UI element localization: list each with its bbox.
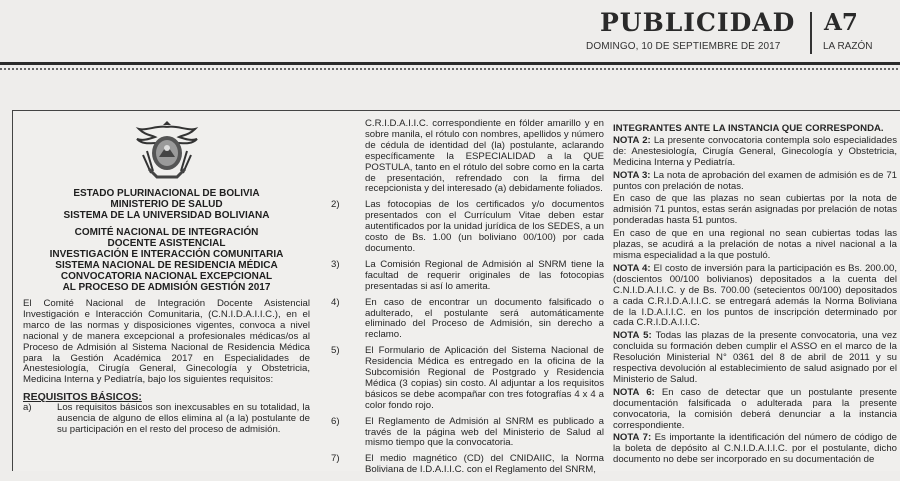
item-number: a) <box>23 402 32 414</box>
requirements-heading: REQUISITOS BÁSICOS: <box>23 391 142 404</box>
note-label: NOTA 5: <box>613 330 652 342</box>
note-text: La nota de aprobación del examen de admisión es de 71 puntos con prelación de notas. <box>613 169 897 192</box>
column-3 <box>613 124 897 468</box>
note-paragraph <box>613 331 897 386</box>
heading-line: CONVOCATORIA NACIONAL EXCEPCIONAL <box>60 271 273 282</box>
page-number: A7 <box>824 9 858 36</box>
item-text: El Reglamento de Admisión al SNRM es publicado a través de la página web del Ministerio de Salud al mismo tiempo que la convocatoria. <box>365 415 604 449</box>
note-paragraph <box>613 194 897 227</box>
note-paragraph <box>613 229 897 262</box>
column-heading: INTEGRANTES ANTE LA INSTANCIA QUE CORRESPONDA. <box>613 123 884 134</box>
list-item <box>23 403 310 436</box>
list-item <box>331 346 604 411</box>
issue-date: DOMINGO, 10 DE SEPTIEMBRE DE 2017 <box>586 41 781 52</box>
note-paragraph <box>613 388 897 432</box>
note-label: NOTA 7: <box>613 432 652 444</box>
item-number: 7) <box>331 453 340 465</box>
note-paragraph <box>613 171 897 193</box>
heading-line: MINISTERIO DE SALUD <box>110 199 223 210</box>
item-number: 5) <box>331 345 340 357</box>
intro-paragraph: El Comité Nacional de Integración Docente Asistencial Investigación e Interacción Comunitaria, (C.N.I.D.A.I.I.C.), en el marco de las normas y disposiciones vigentes, convoca a nivel nacional y de manera excepcional a profesionales médicas/os al Proceso de Admisión al Sistema Nacional de Residencia Médica para la Gestión Académica 2017 en Especialidades de Anestesiología, Cirugía General, Ginecología y Obstetricia, Medicina Interna y Pediatría, bajo los siguientes requisitos: <box>23 298 310 386</box>
item-text: En caso de encontrar un documento falsificado o adulterado, el postulante será automáticamente eliminado del Proceso de Admisión, sin derecho a reclamo. <box>365 296 604 341</box>
heading-line: SISTEMA DE LA UNIVERSIDAD BOLIVIANA <box>63 210 270 221</box>
heading-line: AL PROCESO DE ADMISIÓN GESTIÓN 2017 <box>62 282 271 293</box>
advertisement-box <box>12 110 900 476</box>
item-number: 6) <box>331 415 340 427</box>
note-text: En caso de detectar que un postulante presente documentación falsificada o adulterada para la presente convocatoria, la comisión deberá denunciar a la instancia correspondiente. <box>613 386 898 431</box>
item-text: Los requisitos básicos son inexcusables en su totalidad, la ausencia de alguno de ellos elimina al (a la) postulante de su participación en el resto del proceso de admisión. <box>57 402 310 435</box>
header-divider <box>810 12 812 54</box>
note-text: El costo de inversión para la participación es Bs. 200.00, (doscientos 00/100 bolivianos) depositados a la cuenta del C.N.I.D.A.I.I.C. y de Bs. 700.00 (setecientos 00/100) depositados a cada C.R.I.D.A.I.I.C. se entregará además la Norma Boliviana de la I.D.A.I.I.C. en los puntos de inscripción determinado por cada C.R.I.D.A.I.I.C. <box>613 262 897 329</box>
note-label: NOTA 3: <box>613 169 651 181</box>
section-title: PUBLICIDAD <box>600 8 796 37</box>
heading-line: COMITÉ NACIONAL DE INTEGRACIÓN <box>74 227 259 238</box>
note-paragraph <box>613 264 897 329</box>
item-number: 3) <box>331 258 340 270</box>
note-text: En caso de que en una regional no sean cubiertas todas las plazas, se acudirá a la prelación de notas a nivel nacional a la misma especialidad a la que postuló. <box>613 228 897 261</box>
list-item <box>331 454 604 476</box>
note-text: En caso de que las plazas no sean cubiertas por la nota de admisión 71 puntos, estas serán asignadas por prelación de notas ponderadas hasta 51 puntos. <box>613 193 897 227</box>
note-label: NOTA 4: <box>613 262 651 274</box>
continued-paragraph: C.R.I.D.A.I.I.C. correspondiente en fólder amarillo y en sobre manila, el rótulo con nombres, apellidos y número de cédula de identidad del (la) postulante, aclarando específicamente la ESPECIALIDAD a la QUE POSTULA, tanto en el rótulo del sobre como en la carta de presentación, refrendado con la firma del recepcionista y del interesado (a) debidamente foliados. <box>365 118 604 195</box>
item-number: 4) <box>331 296 340 308</box>
list-item <box>331 298 604 342</box>
note-label: NOTA 2: <box>613 134 651 146</box>
issuer-heading <box>23 188 310 221</box>
list-item <box>331 417 604 450</box>
column-2 <box>331 119 604 481</box>
note-paragraph <box>613 136 897 169</box>
heading-line: INVESTIGACIÓN E INTERACCIÓN COMUNITARIA <box>49 249 284 260</box>
note-text: Es importante la identificación del número de código de la boleta de depósito al C.N.I.D.A.I.I.C. por el postulante, dicho documento no debe ser incorporado en su documentación de <box>613 432 897 466</box>
note-text: La presente convocatoria contempla solo especialidades de: Anestesiología, Cirugía General, Ginecología y Obstetricia, Medicina Interna y Pediatría. <box>613 134 897 168</box>
heading-line: DOCENTE ASISTENCIAL <box>107 238 226 249</box>
heading-line: SISTEMA NACIONAL DE RESIDENCIA MÉDICA <box>55 260 278 271</box>
note-text: Todas las plazas de la presente convocatoria, una vez concluida su formación deben cumplir el ASSO en el marco de la Resolución Ministerial N° 0361 del 8 de abril de 2011 y su respectiva devolución al establecimiento de salud asignado por el Ministerio de Salud. <box>613 330 897 385</box>
convocation-heading <box>23 227 310 293</box>
item-text: El Formulario de Aplicación del Sistema Nacional de Residencia Médica es entregado en la oficina de la Subcomisión Regional de Postgrado y Residencia Médica (3 copias) sin costo. Al adjuntar a los requisitos básicos se debe acompañar con tres fotografías 4 x 4 a color fondo rojo. <box>365 345 604 411</box>
item-text: La Comisión Regional de Admisión al SNRM tiene la facultad de requerir originales de las fotocopias presentadas si así lo amerita. <box>365 258 604 292</box>
coat-of-arms-icon <box>127 121 207 181</box>
list-item <box>331 260 604 293</box>
header-dotted-rule <box>0 68 900 70</box>
column-1 <box>23 121 310 441</box>
list-item <box>331 200 604 255</box>
item-text: El medio magnético (CD) del CNIDAIIC, la Norma Boliviana de I.D.A.I.I.C. con el Reglamento del SNRM, <box>365 453 604 476</box>
item-number: 2) <box>331 199 340 211</box>
header-rule <box>0 62 900 65</box>
item-text: Las fotocopias de los certificados y/o documentos presentados con el Currículum Vitae deben estar autentificados por la unidad jurídica de los SEDES, a un costo de Bs. 1.00 (un boliviano 00/100) por cada documento. <box>365 199 604 254</box>
heading-line: ESTADO PLURINACIONAL DE BOLIVIA <box>73 188 260 199</box>
note-label: NOTA 6: <box>613 386 655 398</box>
page-header <box>0 0 900 66</box>
newspaper-name: LA RAZÓN <box>823 41 873 52</box>
